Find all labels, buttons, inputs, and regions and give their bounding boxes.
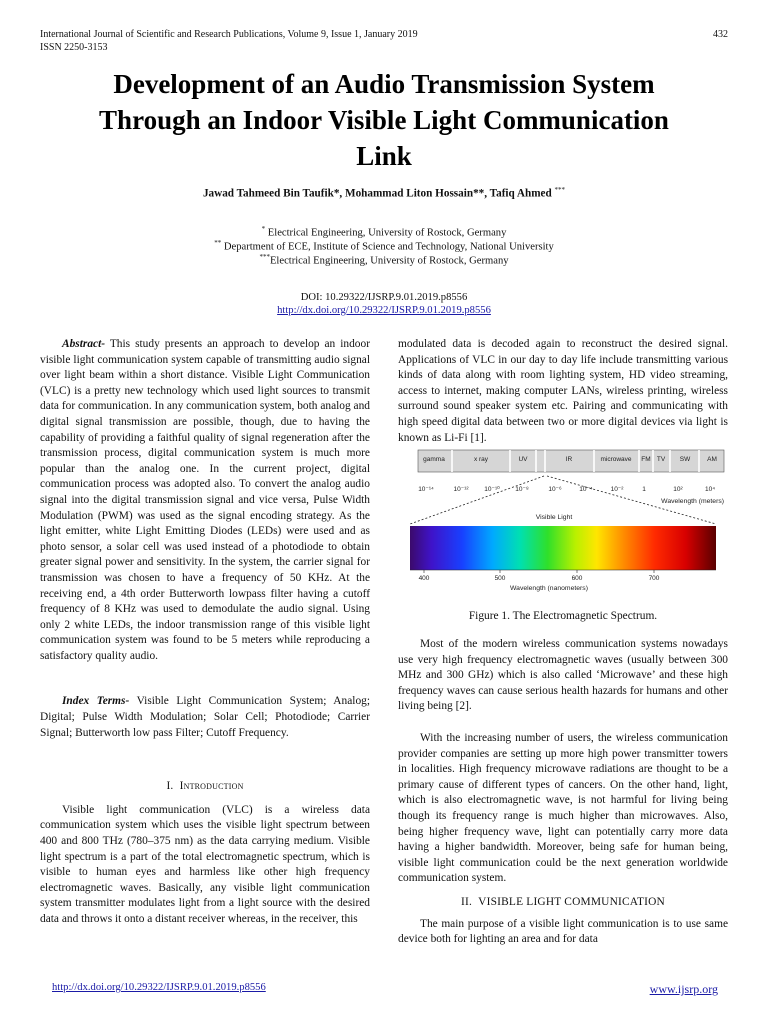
top-tick-4: 10⁻⁸ — [515, 486, 529, 493]
section-2-number: II. — [461, 895, 473, 908]
affiliation-3-mark: *** — [259, 253, 270, 261]
section-1-number: I. — [166, 780, 174, 793]
top-tick-8: 1 — [642, 486, 646, 493]
author-1: Jawad Tahmeed Bin Taufik — [202, 187, 334, 200]
top-tick-10: 10⁴ — [704, 486, 716, 493]
band-label-gamma: gamma — [423, 456, 445, 463]
bottom-tick-700: 700 — [648, 575, 660, 582]
band-label-sw: SW — [679, 456, 691, 463]
affiliation-1-mark: * — [261, 225, 266, 233]
intro-paragraph-continued: modulated data is decoded again to reconstruct the desired signal. Applications of VLC in our day to day life include transmitting various kinds of data along with room lighting system, HD video streaming, access to internet, making computer LANs, wireless printing, wireless surround sound speaker system etc. Pairing and communicating with high speed digital data between two or more digital devices via light is known as Li-Fi [1]. — [398, 338, 728, 444]
abstract-text: This study presents an approach to develop an indoor visible light communication system capable of transmitting audio signal over light beam within a short distance. Visible Light Communication (VLC) is a pretty new technology which used light sources to transmit data for communication. In any communication system, both analog and digital signal transmission are possible, though, due to having the capability of providing a faithful quality of signal regeneration after the transmission process, digital communication system is much more popular than the analog one. In the current project, digital communication process was adopted also. To convert the analog audio signal into the digital transmission signal and vice versa, Pulse Width Modulation (PWM) was used as the signal encoding strategy. As the light emitter, white Light Emitting Diodes (LEDs) were used and as photo sensor, a solar cell was used instead of a photodiode to obtain greater signal power and sensitivity. In the system, the carrier signal for transmission was chosen to have a frequency of 50 KHz. At the receiving end, a 4th order Butterworth lowpass filter having a cutoff frequency of 8 KHz was used to demodulate the audio signal. Using only 2 white LEDs, the indoor transmission range of this visible light communication system was found to be 5 meters while reproducing a satisfactory quality audio. — [40, 338, 370, 662]
author-2: Mohammad Liton Hossain — [345, 187, 474, 200]
bottom-tick-500: 500 — [494, 575, 506, 582]
top-tick-9: 10² — [673, 486, 683, 493]
band-label-ir: IR — [565, 456, 573, 463]
index-terms — [40, 694, 370, 741]
bottom-tick-400: 400 — [418, 575, 430, 582]
band-label-uv: UV — [518, 456, 528, 463]
affiliation-2-text: Department of ECE, Institute of Science and Technology, National University — [223, 241, 554, 253]
band-label-microwave: microwave — [600, 456, 632, 463]
section-2-title: VISIBLE LIGHT COMMUNICATION — [478, 895, 665, 908]
footer-doi — [52, 982, 266, 993]
band-label-tv: TV — [656, 456, 666, 463]
section-1-title: Introduction — [179, 780, 244, 793]
journal-header — [40, 28, 418, 54]
author-3-mark: *** — [554, 186, 566, 194]
top-tick-2: 10⁻¹² — [453, 486, 469, 493]
top-tick-1: 10⁻¹⁴ — [418, 486, 434, 493]
title-line-1: Development of an Audio Transmission System — [113, 69, 655, 99]
title-line-2: Through an Indoor Visible Light Communication — [99, 105, 669, 135]
author-list: Jawad Tahmeed Bin Taufik*, Mohammad Liton Hossain**, Tafiq Ahmed *** — [202, 186, 566, 200]
affiliation-3-text: Electrical Engineering, University of Rostock, Germany — [269, 255, 509, 267]
footer-site — [600, 982, 718, 997]
abstract — [40, 337, 370, 664]
paragraph-users: With the increasing number of users, the wireless communication provider companies are setting up more high power transmitter towers in localities. High frequency microwave radiations are thought to be a primary cause of different types of cancers. On the other hand, light, which is also electromagnetic wave, is not harmful for living being though its frequency range is much higher than microwaves. Also, being higher frequency wave, light can potentially carry more data having a higher bandwidth. Moreover, being safe for human being, visible light communication could be the next generation worldwide communication system. — [398, 731, 728, 885]
title-line-3: Link — [356, 141, 412, 171]
section-1-heading — [40, 779, 370, 795]
paragraph-vlc-purpose: The main purpose of a visible light communication is to use same device both for lighting an area and for data — [398, 917, 728, 946]
footer-doi-link[interactable]: http://dx.doi.org/10.29322/IJSRP.9.01.2019.p8556 — [52, 982, 266, 993]
issn: ISSN 2250-3153 — [40, 42, 108, 53]
paragraph-microwave: Most of the modern wireless communication systems nowadays use very high frequency electromagnetic waves (usually between 300 MHz and 300 GHz) which is also called ‘Microwave’ and these high frequency waves can cause serious health hazards for humans and other living being [2]. — [398, 638, 728, 713]
top-tick-7: 10⁻² — [610, 486, 624, 493]
intro-paragraph: Visible light communication (VLC) is a wireless data communication system which uses the visible light spectrum between 400 and 800 THz (780–375 nm) as the data carrying medium. Visible light spectrum is a part of the total electromagnetic spectrum, which is visible to human eyes and harmless like other high frequency electromagnetic waves. Basically, any visible light communication system transmitter modulates light from a light source with the desired data and throws it onto a distant receiver whereas, in the receiver, this — [40, 803, 370, 925]
index-terms-text: Visible Light Communication System; Analog; Digital; Pulse Width Modulation; Solar Cell; Photodiode; Carrier Signal; Butterworth low pass Filter; Cutoff Frequency. — [40, 695, 370, 739]
bottom-axis-title: Wavelength (nanometers) — [510, 585, 588, 592]
top-tick-6: 10⁻⁴ — [579, 486, 593, 493]
top-tick-3: 10⁻¹⁰ — [484, 486, 500, 493]
bottom-tick-600: 600 — [571, 575, 583, 582]
journal-name: International Journal of Scientific and Research Publications, Volume 9, Issue 1, January 2019 — [40, 29, 418, 40]
affiliation-3 — [40, 250, 728, 269]
doi-link[interactable]: http://dx.doi.org/10.29322/IJSRP.9.01.2019.p8556 — [277, 305, 491, 316]
bottom-axis-ticks — [424, 570, 654, 573]
paper-title — [40, 66, 728, 174]
figure-caption: Figure 1. The Electromagnetic Spectrum. — [468, 610, 658, 622]
footer-site-link[interactable]: www.ijsrp.org — [649, 982, 718, 996]
index-terms-label: Index Terms- — [62, 695, 130, 708]
section-2-heading — [398, 895, 728, 911]
affiliation-1-text: Electrical Engineering, University of Rostock, Germany — [267, 227, 507, 239]
author-1-mark: * — [333, 187, 340, 200]
right-column — [398, 337, 728, 446]
zoom-line-left — [410, 476, 544, 524]
abstract-label: Abstract- — [62, 338, 106, 350]
visible-spectrum-gradient — [410, 526, 716, 570]
band-label-fm: FM — [641, 456, 651, 463]
author-2-mark: ** — [473, 187, 485, 200]
visible-light-label: Visible Light — [535, 514, 573, 521]
left-column — [40, 337, 370, 928]
page-number: 432 — [713, 29, 728, 40]
em-spectrum-figure — [404, 446, 726, 596]
author-3: Tafiq Ahmed — [489, 187, 552, 200]
doi-link-wrap — [40, 304, 728, 317]
doi-text: DOI: 10.29322/IJSRP.9.01.2019.p8556 — [300, 292, 468, 303]
top-axis-title: Wavelength (meters) — [661, 498, 724, 505]
right-column-lower — [398, 637, 728, 948]
top-tick-5: 10⁻⁶ — [548, 486, 562, 493]
band-label-xray: x ray — [473, 456, 489, 463]
affiliation-2-mark: ** — [214, 239, 222, 247]
band-label-am: AM — [707, 456, 717, 463]
